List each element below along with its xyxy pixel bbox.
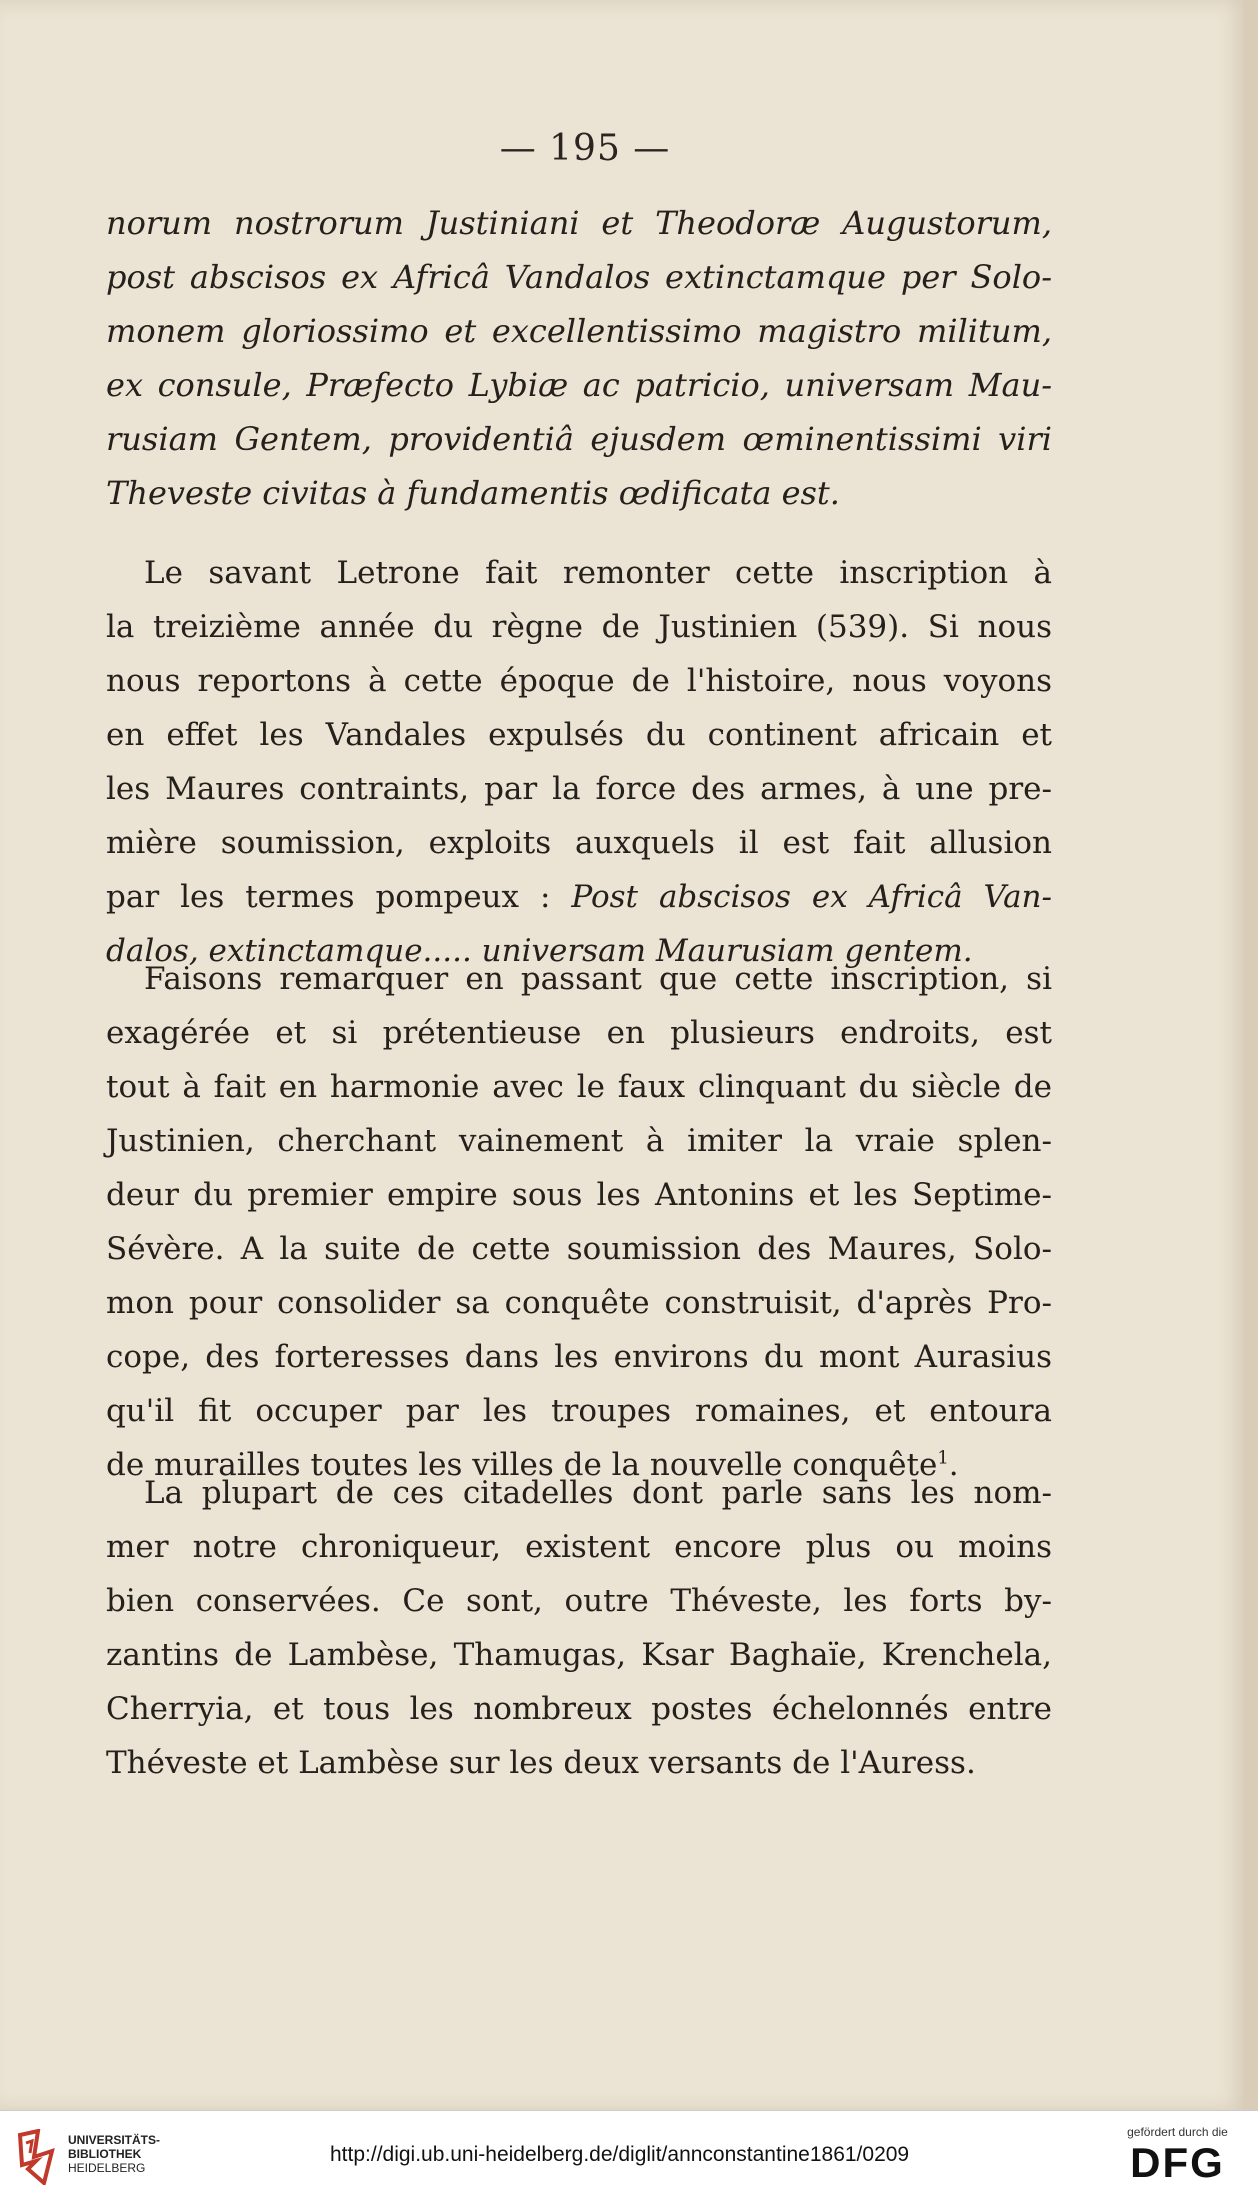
paragraph-1 <box>106 546 1052 978</box>
dfg-logo: DFG <box>1130 2139 1225 2186</box>
text-line: Theveste civitas à fundamentis œdificata est. <box>106 474 840 512</box>
italic-quote: dalos, extinctamque..... universam Maurusiam gentem. <box>106 933 973 969</box>
paragraph-2 <box>106 952 1052 1492</box>
text-line: La plupart de ces citadelles dont parle sans les nom- <box>144 1475 1052 1511</box>
library-name <box>68 2133 160 2175</box>
text-line: Faisons remarquer en passant que cette inscription, si <box>144 961 1052 997</box>
text-line: Théveste et Lambèse sur les deux versants de l'Auress. <box>106 1745 976 1781</box>
text-line: Cherryia, et tous les nombreux postes échelonnés entre <box>106 1691 1052 1727</box>
page-number: — 195 — <box>499 128 671 169</box>
text-line: rusiam Gentem, providentiâ ejusdem œminentissimi viri <box>106 420 1052 458</box>
text-line: mière soumission, exploits auxquels il est fait allusion <box>106 825 1052 861</box>
text-line: tout à fait en harmonie avec le faux clinquant du siècle de <box>106 1069 1052 1105</box>
period: . <box>948 1447 959 1483</box>
page-edge <box>1244 0 1258 2110</box>
text-line: zantins de Lambèse, Thamugas, Ksar Baghaïe, Krenchela, <box>106 1637 1052 1673</box>
permalink[interactable]: http://digi.ub.uni-heidelberg.de/diglit/annconstantine1861/0209 <box>330 2143 910 2166</box>
text-line: Le savant Letrone fait remonter cette inscription à <box>144 555 1052 591</box>
text-line: monem gloriossimo et excellentissimo magistro militum, <box>106 312 1052 350</box>
text-line: bien conservées. Ce sont, outre Théveste, les forts by- <box>106 1583 1052 1619</box>
plain-span: par les termes pompeux : <box>106 879 572 915</box>
text-line: ex consule, Præfecto Lybiæ ac patricio, universam Mau- <box>106 366 1052 404</box>
text-line: Justinien, cherchant vainement à imiter la vraie splen- <box>106 1123 1052 1159</box>
library-line: HEIDELBERG <box>68 2161 146 2175</box>
text-line: la treizième année du règne de Justinien (539). Si nous <box>106 609 1052 645</box>
text-line: nous reportons à cette époque de l'histoire, nous voyons <box>106 663 1052 699</box>
text-line: Sévère. A la suite de cette soumission des Maures, Solo- <box>106 1231 1052 1267</box>
footnote-mark: 1 <box>937 1447 949 1469</box>
text-line: cope, des forteresses dans les environs du mont Aurasius <box>106 1339 1052 1375</box>
funding-label: gefördert durch die <box>1127 2125 1228 2139</box>
paragraph-3 <box>106 1466 1052 1790</box>
funding-credit[interactable] <box>1110 2125 1245 2187</box>
text-line: exagérée et si prétentieuse en plusieurs endroits, est <box>106 1015 1052 1051</box>
viewer-footer <box>0 2110 1258 2202</box>
paragraph-2-end: de murailles toutes les villes de la nouvelle conquête <box>106 1447 938 1483</box>
text-line: les Maures contraints, par la force des armes, à une pre- <box>106 771 1052 807</box>
italic-quote: Post abscisos ex Africâ Van- <box>571 879 1052 915</box>
text-line <box>106 870 1052 924</box>
library-line: UNIVERSITÄTS- <box>68 2133 161 2147</box>
text-line: en effet les Vandales expulsés du continent africain et <box>106 717 1052 753</box>
text-line: mon pour consolider sa conquête construisit, d'après Pro- <box>106 1285 1052 1321</box>
text-line: mer notre chroniqueur, existent encore plus ou moins <box>106 1529 1052 1565</box>
text-line: deur du premier empire sous les Antonins et les Septime- <box>106 1177 1052 1213</box>
library-logo[interactable] <box>14 2127 164 2187</box>
library-line: BIBLIOTHEK <box>68 2147 142 2161</box>
text-line: norum nostrorum Justiniani et Theodoræ Augustorum, <box>106 204 1052 242</box>
text-line: qu'il fit occuper par les troupes romaines, et entoura <box>106 1393 1052 1429</box>
text-line: post abscisos ex Africâ Vandalos extinctamque per Solo- <box>106 258 1052 296</box>
heidelberg-seal-icon <box>14 2129 58 2185</box>
latin-inscription <box>106 196 1052 520</box>
